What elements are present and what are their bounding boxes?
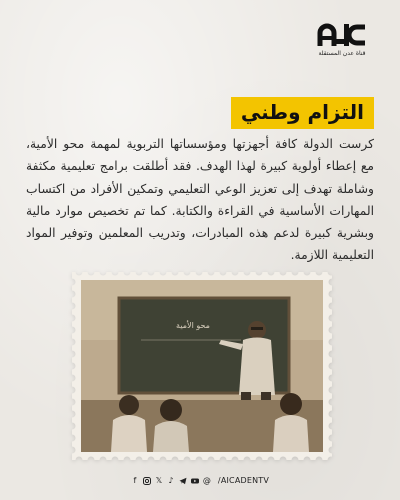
facebook-icon[interactable]: f: [133, 475, 137, 485]
page-title: التزام وطني: [240, 100, 364, 124]
title-highlight: [231, 97, 374, 129]
instagram-icon[interactable]: [143, 477, 151, 485]
social-handle[interactable]: /AICADENTV: [217, 476, 270, 485]
x-icon[interactable]: 𝕏: [155, 475, 163, 485]
social-footer: [0, 476, 400, 485]
classroom-photo: [81, 280, 323, 452]
telegram-icon[interactable]: [179, 477, 187, 485]
stamp-frame: [72, 272, 332, 460]
blackboard-text: محو الأمية: [176, 321, 210, 330]
brand-subtitle: قناة عدن المستقلة: [318, 50, 366, 57]
brand-logo: [312, 22, 372, 57]
threads-icon[interactable]: @: [202, 475, 211, 485]
aic-logo-icon: [312, 22, 372, 48]
tiktok-icon[interactable]: ♪: [168, 475, 174, 485]
body-paragraph: كرست الدولة كافة أجهزتها ومؤسساتها التربوية لمهمة محو الأمية، مع إعطاء أولوية كبيرة لهذا الهدف. فقد أطلقت برامج تعليمية مكثفة وشاملة تهدف إلى تعزيز الوعي التعليمي وتمكين الأفراد من اكتساب المهارات الأساسية في القراءة والكتابة. كما تم تخصيص موارد مالية وبشرية كبيرة لدعم هذه المبادرات، وتدريب المعلمين وتوفير المواد التعليمية اللازمة.: [26, 137, 374, 263]
youtube-icon[interactable]: [191, 477, 199, 485]
